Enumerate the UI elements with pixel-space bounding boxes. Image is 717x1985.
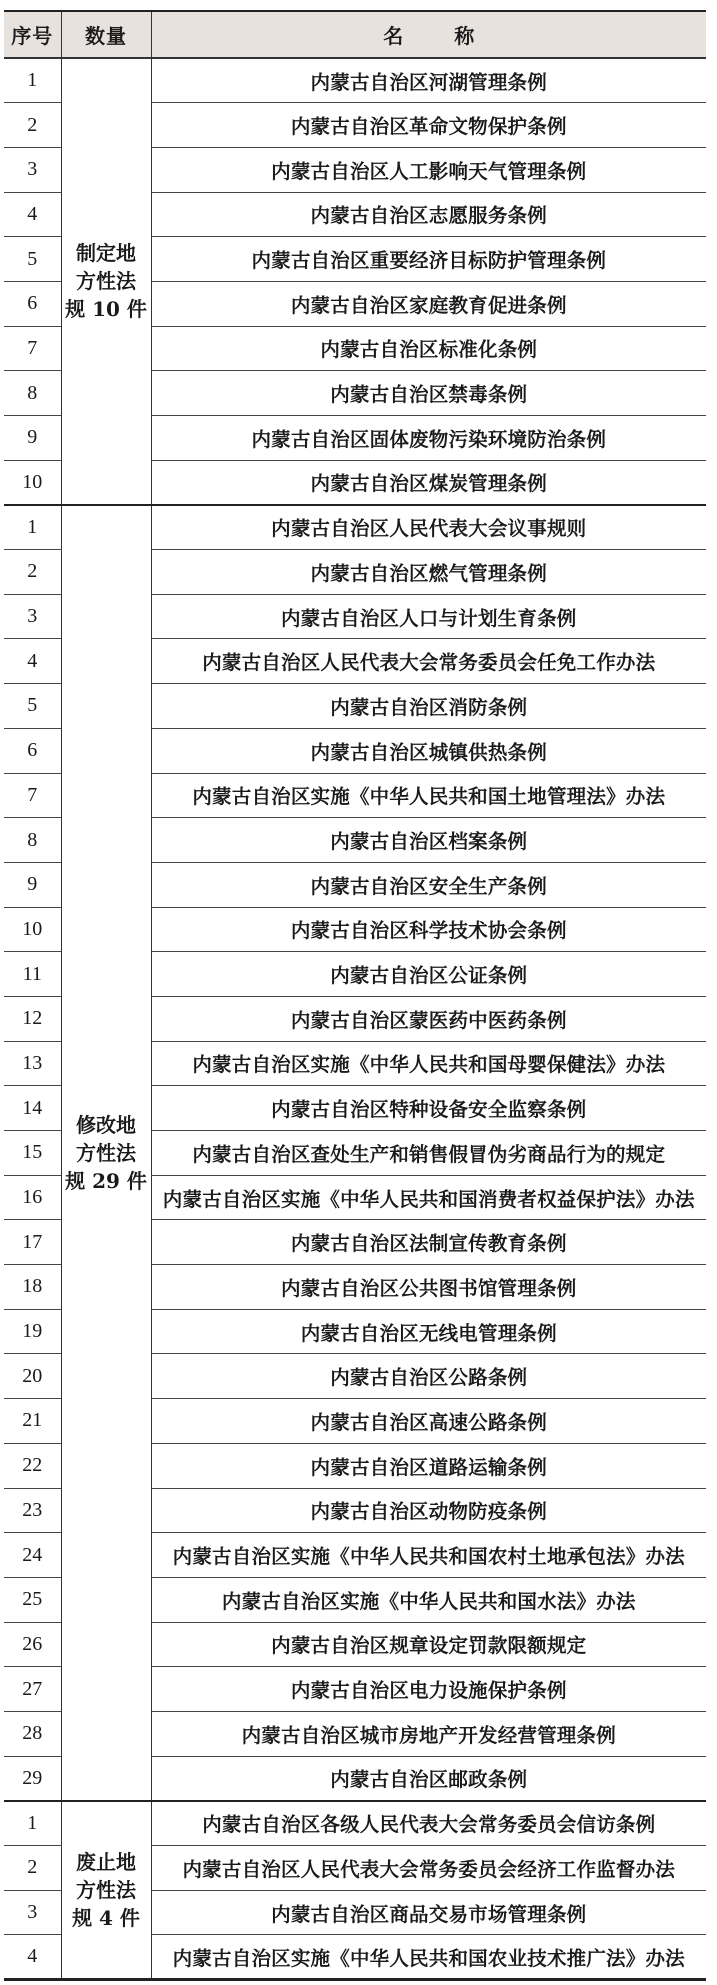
regulation-name: 内蒙古自治区实施《中华人民共和国水法》办法 — [151, 1577, 706, 1622]
row-number: 11 — [4, 952, 61, 997]
section-group-label — [61, 1801, 151, 1980]
table-row — [4, 1801, 706, 1846]
regulation-name: 内蒙古自治区各级人民代表大会常务委员会信访条例 — [151, 1801, 706, 1846]
regulation-name: 内蒙古自治区公共图书馆管理条例 — [151, 1265, 706, 1310]
regulation-name: 内蒙古自治区消防条例 — [151, 684, 706, 729]
row-number: 29 — [4, 1756, 61, 1801]
row-number: 9 — [4, 416, 61, 461]
row-number: 25 — [4, 1577, 61, 1622]
regulation-name: 内蒙古自治区电力设施保护条例 — [151, 1667, 706, 1712]
group-label-line: 规 4 件 — [72, 1905, 140, 1930]
regulation-name: 内蒙古自治区蒙医药中医药条例 — [151, 996, 706, 1041]
regulation-name: 内蒙古自治区实施《中华人民共和国土地管理法》办法 — [151, 773, 706, 818]
regulation-name: 内蒙古自治区档案条例 — [151, 818, 706, 863]
section-group-label — [61, 58, 151, 505]
row-number: 15 — [4, 1131, 61, 1176]
row-number: 10 — [4, 460, 61, 505]
row-number: 19 — [4, 1309, 61, 1354]
group-label-line: 废止地 — [76, 1849, 136, 1874]
group-label-line: 方性法 — [76, 1877, 136, 1902]
regulation-name: 内蒙古自治区城市房地产开发经营管理条例 — [151, 1711, 706, 1756]
regulation-name: 内蒙古自治区公路条例 — [151, 1354, 706, 1399]
row-number: 2 — [4, 550, 61, 595]
regulation-name: 内蒙古自治区实施《中华人民共和国母婴保健法》办法 — [151, 1041, 706, 1086]
regulation-name: 内蒙古自治区燃气管理条例 — [151, 550, 706, 595]
regulation-name: 内蒙古自治区法制宣传教育条例 — [151, 1220, 706, 1265]
regulation-name: 内蒙古自治区城镇供热条例 — [151, 728, 706, 773]
regulation-name: 内蒙古自治区人民代表大会议事规则 — [151, 505, 706, 550]
row-number: 16 — [4, 1175, 61, 1220]
regulation-name: 内蒙古自治区革命文物保护条例 — [151, 103, 706, 148]
row-number: 5 — [4, 237, 61, 282]
regulation-name: 内蒙古自治区邮政条例 — [151, 1756, 706, 1801]
row-number: 14 — [4, 1086, 61, 1131]
regulation-name: 内蒙古自治区人工影响天气管理条例 — [151, 147, 706, 192]
group-label-line: 规 29 件 — [65, 1168, 147, 1193]
table-row — [4, 58, 706, 103]
row-number: 26 — [4, 1622, 61, 1667]
regulation-name: 内蒙古自治区商品交易市场管理条例 — [151, 1890, 706, 1935]
row-number: 1 — [4, 58, 61, 103]
header-seq: 序号 — [4, 11, 61, 58]
table-row — [4, 505, 706, 550]
row-number: 7 — [4, 326, 61, 371]
regulation-name: 内蒙古自治区实施《中华人民共和国消费者权益保护法》办法 — [151, 1175, 706, 1220]
regulation-name: 内蒙古自治区河湖管理条例 — [151, 58, 706, 103]
row-number: 4 — [4, 192, 61, 237]
regulation-name: 内蒙古自治区科学技术协会条例 — [151, 907, 706, 952]
regulation-name: 内蒙古自治区安全生产条例 — [151, 862, 706, 907]
regulation-name: 内蒙古自治区人口与计划生育条例 — [151, 594, 706, 639]
row-number: 20 — [4, 1354, 61, 1399]
row-number: 4 — [4, 1935, 61, 1980]
regulation-name: 内蒙古自治区实施《中华人民共和国农村土地承包法》办法 — [151, 1533, 706, 1578]
group-label-line: 规 10 件 — [65, 297, 147, 322]
legislation-table — [4, 10, 706, 1981]
row-number: 21 — [4, 1399, 61, 1444]
group-label-line: 修改地 — [76, 1112, 136, 1137]
row-number: 22 — [4, 1443, 61, 1488]
regulation-name: 内蒙古自治区禁毒条例 — [151, 371, 706, 416]
row-number: 3 — [4, 147, 61, 192]
table-header — [4, 11, 706, 58]
row-number: 17 — [4, 1220, 61, 1265]
regulation-name: 内蒙古自治区家庭教育促进条例 — [151, 281, 706, 326]
regulation-name: 内蒙古自治区志愿服务条例 — [151, 192, 706, 237]
row-number: 7 — [4, 773, 61, 818]
regulation-name: 内蒙古自治区道路运输条例 — [151, 1443, 706, 1488]
header-count: 数量 — [61, 11, 151, 58]
regulation-name: 内蒙古自治区人民代表大会常务委员会任免工作办法 — [151, 639, 706, 684]
row-number: 23 — [4, 1488, 61, 1533]
row-number: 4 — [4, 639, 61, 684]
regulations-table — [4, 10, 706, 1981]
row-number: 8 — [4, 371, 61, 416]
regulation-name: 内蒙古自治区煤炭管理条例 — [151, 460, 706, 505]
header-row — [4, 11, 706, 58]
row-number: 10 — [4, 907, 61, 952]
regulation-name: 内蒙古自治区动物防疫条例 — [151, 1488, 706, 1533]
group-label-line: 制定地 — [76, 241, 136, 266]
regulation-name: 内蒙古自治区规章设定罚款限额规定 — [151, 1622, 706, 1667]
regulation-name: 内蒙古自治区公证条例 — [151, 952, 706, 997]
row-number: 9 — [4, 862, 61, 907]
row-number: 3 — [4, 1890, 61, 1935]
regulation-name: 内蒙古自治区重要经济目标防护管理条例 — [151, 237, 706, 282]
group-label-line: 方性法 — [76, 269, 136, 294]
table-body — [4, 58, 706, 1980]
row-number: 1 — [4, 505, 61, 550]
row-number: 1 — [4, 1801, 61, 1846]
row-number: 2 — [4, 103, 61, 148]
row-number: 6 — [4, 728, 61, 773]
regulation-name: 内蒙古自治区人民代表大会常务委员会经济工作监督办法 — [151, 1846, 706, 1891]
row-number: 8 — [4, 818, 61, 863]
regulation-name: 内蒙古自治区高速公路条例 — [151, 1399, 706, 1444]
regulation-name: 内蒙古自治区标准化条例 — [151, 326, 706, 371]
header-name: 名 称 — [151, 11, 706, 58]
regulation-name: 内蒙古自治区查处生产和销售假冒伪劣商品行为的规定 — [151, 1131, 706, 1176]
regulation-name: 内蒙古自治区无线电管理条例 — [151, 1309, 706, 1354]
row-number: 2 — [4, 1846, 61, 1891]
row-number: 27 — [4, 1667, 61, 1712]
regulation-name: 内蒙古自治区特种设备安全监察条例 — [151, 1086, 706, 1131]
regulation-name: 内蒙古自治区实施《中华人民共和国农业技术推广法》办法 — [151, 1935, 706, 1980]
row-number: 13 — [4, 1041, 61, 1086]
row-number: 6 — [4, 281, 61, 326]
row-number: 5 — [4, 684, 61, 729]
section-group-label — [61, 505, 151, 1801]
row-number: 3 — [4, 594, 61, 639]
row-number: 12 — [4, 996, 61, 1041]
row-number: 28 — [4, 1711, 61, 1756]
row-number: 24 — [4, 1533, 61, 1578]
row-number: 18 — [4, 1265, 61, 1310]
regulation-name: 内蒙古自治区固体废物污染环境防治条例 — [151, 416, 706, 461]
group-label-line: 方性法 — [76, 1140, 136, 1165]
